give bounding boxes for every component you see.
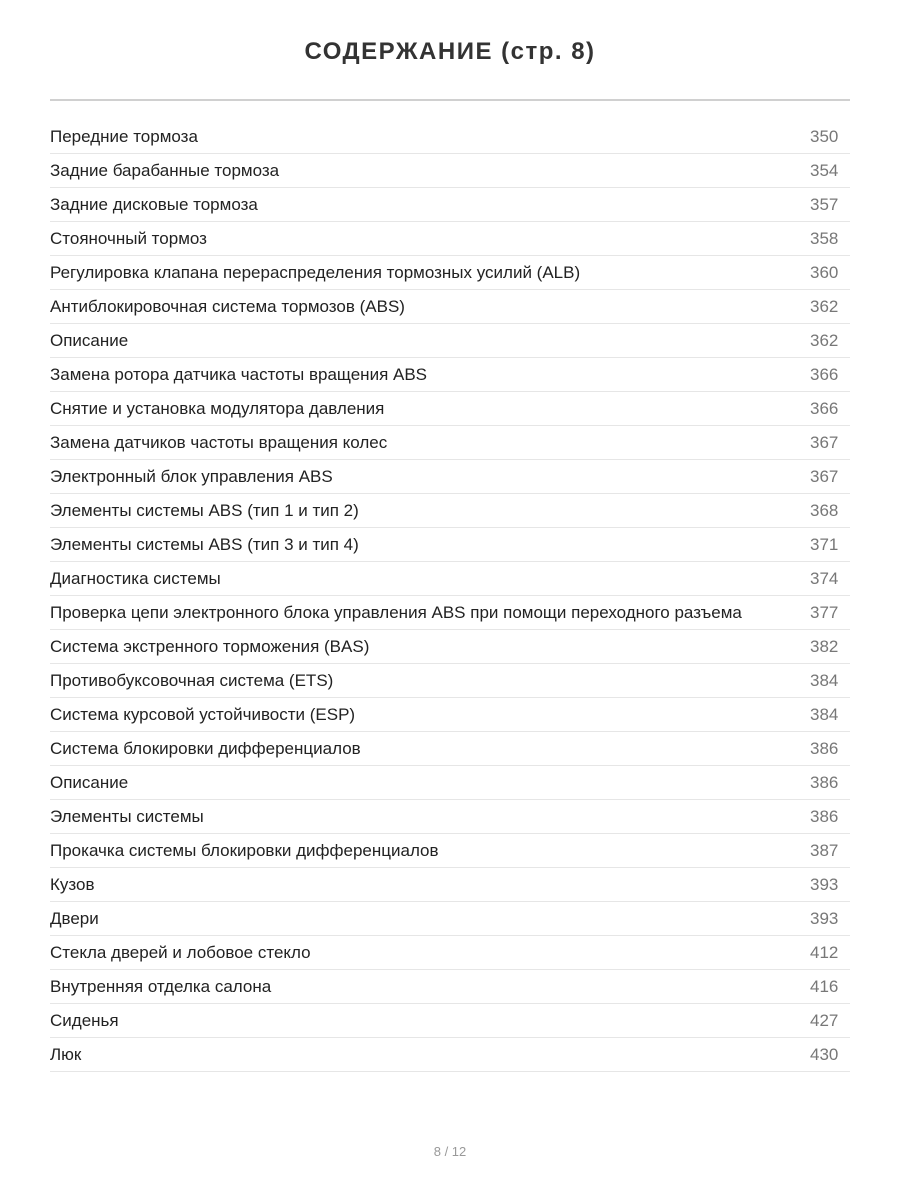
toc-entry-title[interactable]: Элементы системы ABS (тип 3 и тип 4) <box>50 534 359 554</box>
toc-entry-page: 366 <box>810 398 839 418</box>
toc-entry-title[interactable]: Внутренняя отделка салона <box>50 976 272 996</box>
toc-entry-page: 427 <box>810 1010 839 1030</box>
toc-entry[interactable] <box>50 1004 850 1038</box>
toc-entry-title[interactable]: Элементы системы <box>50 806 204 826</box>
toc-entry[interactable] <box>50 596 850 630</box>
toc-entry-title[interactable]: Система блокировки дифференциалов <box>50 738 361 758</box>
toc-entry-title[interactable]: Кузов <box>50 874 95 894</box>
toc-entry[interactable] <box>50 732 850 766</box>
toc-entry-page: 357 <box>810 194 839 214</box>
toc-entry-page: 362 <box>810 330 839 350</box>
toc-entry-title[interactable]: Электронный блок управления ABS <box>50 466 333 486</box>
toc-entry-title[interactable]: Проверка цепи электронного блока управления ABS при помощи переходного разъема <box>50 602 742 622</box>
page-title: СОДЕРЖАНИЕ (стр. 8) <box>304 38 596 65</box>
toc-entry-page: 387 <box>810 840 839 860</box>
toc-entry-page: 366 <box>810 364 839 384</box>
toc-entry-page: 371 <box>810 534 839 554</box>
toc-entry-page: 386 <box>810 806 839 826</box>
toc-entry[interactable] <box>50 698 850 732</box>
title-divider <box>50 99 850 101</box>
toc-entry-page: 377 <box>810 602 839 622</box>
toc-entry[interactable] <box>50 324 850 358</box>
toc-entry-page: 360 <box>810 262 839 282</box>
toc-entry-title[interactable]: Задние дисковые тормоза <box>50 194 258 214</box>
toc-entry[interactable] <box>50 936 850 970</box>
toc-entry-title[interactable]: Люк <box>50 1044 82 1064</box>
toc-entry-page: 412 <box>810 942 839 962</box>
toc-entry[interactable] <box>50 834 850 868</box>
toc-entry[interactable] <box>50 392 850 426</box>
toc-entry-title[interactable]: Описание <box>50 330 129 350</box>
toc-entry[interactable] <box>50 426 850 460</box>
toc-entry-title[interactable]: Замена датчиков частоты вращения колес <box>50 432 388 452</box>
toc-entry[interactable] <box>50 664 850 698</box>
toc-entry-page: 393 <box>810 908 839 928</box>
toc-entry-page: 367 <box>810 432 839 452</box>
toc-entry-title[interactable]: Задние барабанные тормоза <box>50 160 280 180</box>
toc-entry[interactable] <box>50 154 850 188</box>
toc-entry-page: 416 <box>810 976 839 996</box>
toc-entry-page: 354 <box>810 160 839 180</box>
toc-entry-title[interactable]: Диагностика системы <box>50 568 221 588</box>
toc-entry[interactable] <box>50 188 850 222</box>
toc-entry-title[interactable]: Прокачка системы блокировки дифференциалов <box>50 840 439 860</box>
toc-entry-title[interactable]: Система экстренного торможения (BAS) <box>50 636 370 656</box>
toc-entry-title[interactable]: Антиблокировочная система тормозов (ABS) <box>50 296 405 316</box>
toc-entry-page: 350 <box>810 126 839 146</box>
toc-entry[interactable] <box>50 562 850 596</box>
toc-entry-page: 430 <box>810 1044 839 1064</box>
toc-entry-title[interactable]: Замена ротора датчика частоты вращения ABS <box>50 364 428 384</box>
toc-entry[interactable] <box>50 868 850 902</box>
toc-entry-page: 386 <box>810 772 839 792</box>
table-of-contents <box>50 120 850 1072</box>
toc-entry[interactable] <box>50 630 850 664</box>
toc-entry-title[interactable]: Элементы системы ABS (тип 1 и тип 2) <box>50 500 359 520</box>
toc-entry-page: 358 <box>810 228 839 248</box>
toc-entry-title[interactable]: Снятие и установка модулятора давления <box>50 398 385 418</box>
toc-entry-page: 384 <box>810 704 839 724</box>
toc-entry-page: 368 <box>810 500 839 520</box>
toc-entry-page: 384 <box>810 670 839 690</box>
toc-entry-page: 382 <box>810 636 839 656</box>
toc-entry-title[interactable]: Стекла дверей и лобовое стекло <box>50 942 311 962</box>
toc-entry-title[interactable]: Стояночный тормоз <box>50 228 207 248</box>
toc-entry[interactable] <box>50 358 850 392</box>
toc-entry-page: 393 <box>810 874 839 894</box>
toc-entry[interactable] <box>50 120 850 154</box>
toc-entry-title[interactable]: Регулировка клапана перераспределения тормозных усилий (ALB) <box>50 262 581 282</box>
toc-entry[interactable] <box>50 766 850 800</box>
toc-entry-page: 374 <box>810 568 839 588</box>
toc-entry[interactable] <box>50 290 850 324</box>
toc-entry[interactable] <box>50 800 850 834</box>
page-indicator: 8 / 12 <box>433 1144 467 1159</box>
toc-entry-page: 386 <box>810 738 839 758</box>
toc-entry[interactable] <box>50 1038 850 1072</box>
toc-entry[interactable] <box>50 970 850 1004</box>
toc-entry[interactable] <box>50 256 850 290</box>
toc-entry[interactable] <box>50 528 850 562</box>
toc-entry[interactable] <box>50 902 850 936</box>
toc-entry[interactable] <box>50 460 850 494</box>
toc-entry-title[interactable]: Сиденья <box>50 1010 119 1030</box>
toc-entry-page: 362 <box>810 296 839 316</box>
toc-entry-title[interactable]: Передние тормоза <box>50 126 198 146</box>
toc-entry-page: 367 <box>810 466 839 486</box>
toc-entry[interactable] <box>50 222 850 256</box>
toc-entry-title[interactable]: Система курсовой устойчивости (ESP) <box>50 704 356 724</box>
toc-entry[interactable] <box>50 494 850 528</box>
toc-entry-title[interactable]: Противобуксовочная система (ETS) <box>50 670 334 690</box>
toc-entry-title[interactable]: Двери <box>50 908 99 928</box>
toc-entry-title[interactable]: Описание <box>50 772 129 792</box>
